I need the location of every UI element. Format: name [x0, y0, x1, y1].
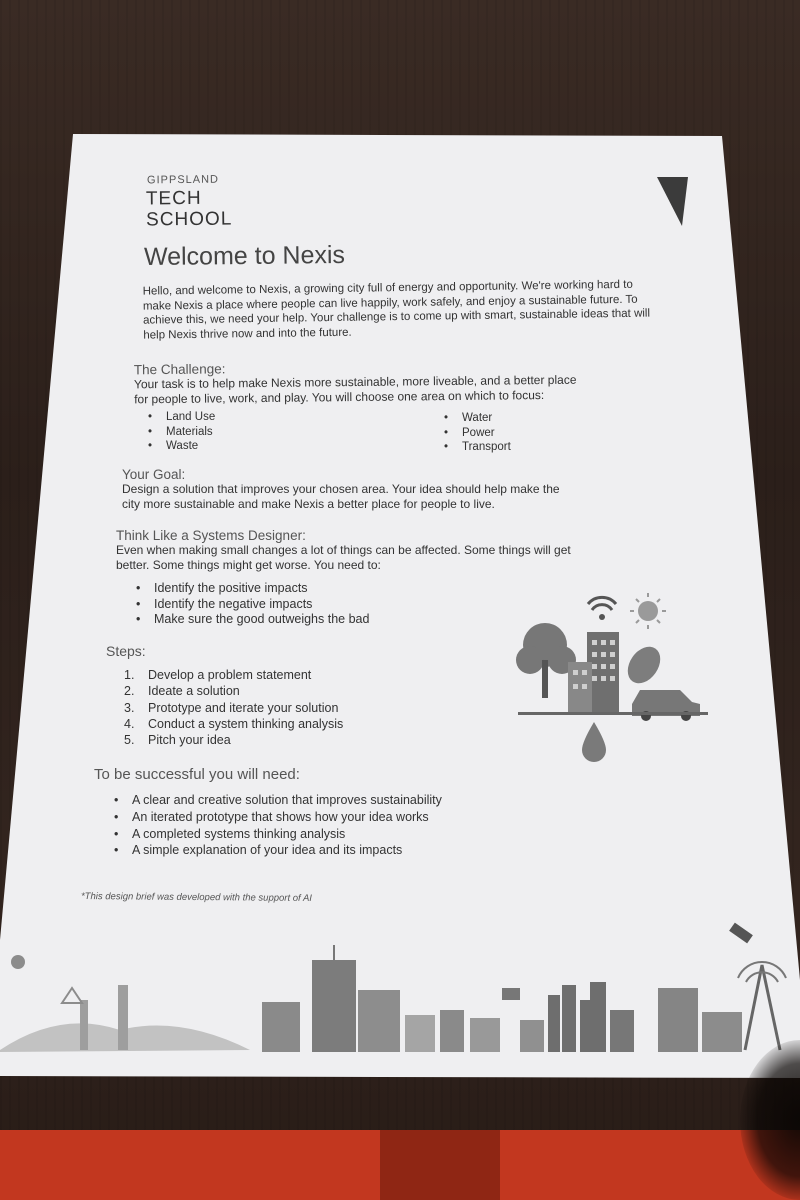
goal-line-1: Design a solution that improves your chosen area. Your idea should help make the — [122, 482, 560, 496]
logo-line-1: TECH — [145, 187, 202, 210]
systems-line-2: better. Some things might get worse. You need to: — [116, 557, 381, 572]
systems-list — [132, 581, 369, 628]
list-item — [124, 732, 343, 748]
page-title: Welcome to Nexis — [143, 240, 346, 272]
systems-section — [116, 528, 571, 572]
steps-heading: Steps: — [106, 643, 146, 659]
systems-line-1: Even when making small changes a lot of things can be affected. Some things will get — [116, 543, 571, 557]
list-item: • Identify the positive impacts — [132, 581, 369, 597]
focus-areas-right — [440, 411, 511, 455]
list-item — [124, 700, 343, 716]
challenge-section — [134, 358, 577, 407]
list-item — [124, 683, 343, 699]
list-item: • Water — [440, 411, 511, 426]
list-item: • A simple explanation of your idea and its impacts — [110, 842, 442, 859]
steps-list — [124, 667, 343, 748]
list-item: • Transport — [440, 440, 511, 455]
list-item: • Make sure the good outweighs the bad — [132, 612, 369, 628]
list-item — [124, 716, 343, 732]
step-number: 3. — [124, 700, 135, 715]
step-number: 5. — [124, 733, 135, 748]
list-item: • A completed systems thinking analysis — [110, 826, 442, 843]
success-heading: To be successful you will need: — [94, 766, 300, 783]
step-text: Prototype and iterate your solution — [148, 700, 339, 715]
logo-region: GIPPSLAND — [146, 173, 220, 187]
logo-line-2: SCHOOL — [146, 208, 233, 231]
list-item: • A clear and creative solution that improves sustainability — [110, 792, 442, 809]
focus-areas-left — [144, 410, 215, 454]
list-item: • Materials — [144, 425, 215, 440]
list-item — [124, 667, 343, 683]
list-item: • Power — [440, 426, 511, 441]
step-text: Conduct a system thinking analysis — [148, 716, 344, 731]
list-item: • An iterated prototype that shows how your idea works — [110, 809, 442, 826]
goal-section — [122, 467, 560, 511]
step-number: 1. — [124, 668, 135, 682]
challenge-line-2: for people to live, work, and play. You will choose one area on which to focus: — [134, 387, 545, 406]
list-item: • Land Use — [144, 410, 215, 425]
intro-paragraph: Hello, and welcome to Nexis, a growing city full of energy and opportunity. We're working hard to make Nexis a place where people can live happily, work safely, and enjoy a sustainable future. To achieve this, we need your help. Your challenge is to come up with smart, sustainable ideas that will help Nexis thrive now and into the future. — [142, 278, 651, 342]
logo-wordmark — [146, 188, 233, 231]
list-item: • Identify the negative impacts — [132, 597, 369, 613]
systems-heading: Think Like a Systems Designer: — [116, 528, 306, 543]
challenge-heading: The Challenge: — [133, 361, 226, 378]
step-text: Pitch your idea — [148, 733, 231, 748]
step-text: Ideate a solution — [148, 684, 240, 699]
step-number: 4. — [124, 716, 135, 731]
success-list — [110, 792, 442, 859]
goal-heading: Your Goal: — [122, 467, 186, 482]
step-text: Develop a problem statement — [148, 668, 312, 682]
goal-line-2: city more sustainable and make Nexis a better place for people to live. — [122, 496, 495, 511]
step-number: 2. — [124, 684, 135, 699]
footnote: *This design brief was developed with the support of AI — [80, 890, 312, 905]
challenge-line-1: Your task is to help make Nexis more sustainable, more liveable, and a better place — [133, 372, 577, 392]
list-item: • Waste — [144, 439, 215, 454]
